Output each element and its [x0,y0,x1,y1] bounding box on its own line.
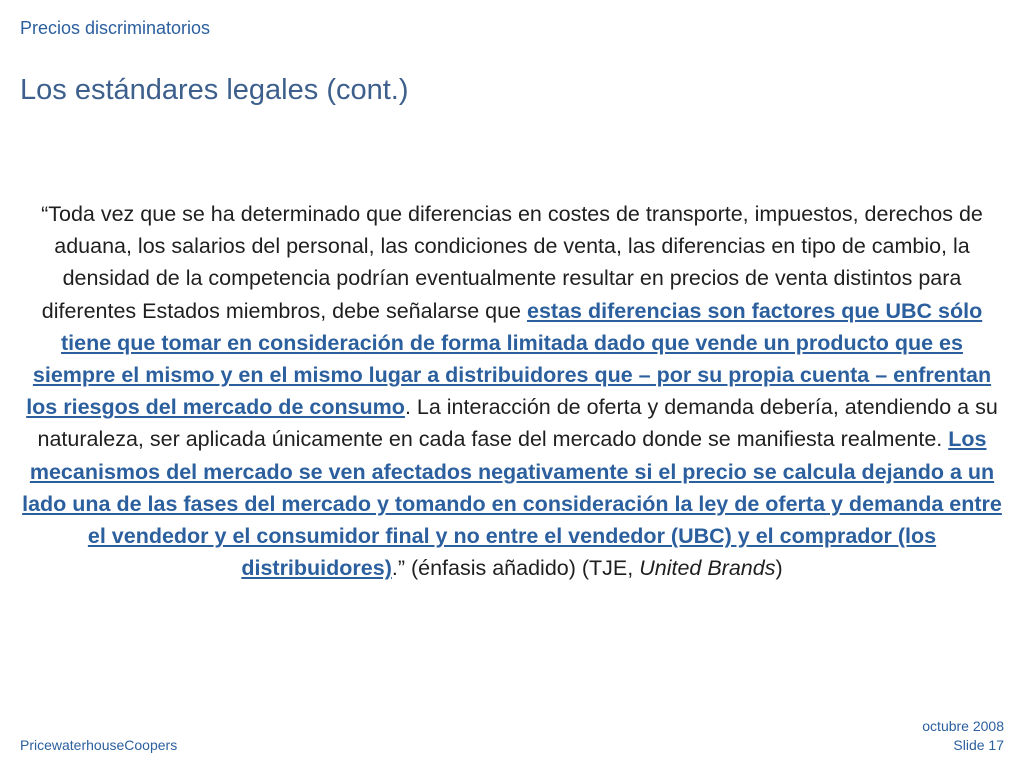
case-name: United Brands [639,556,776,581]
footer-company: PricewaterhouseCoopers [20,737,178,753]
footer-meta [922,717,1004,755]
slide-title: Los estándares legales (cont.) [20,74,409,106]
quote-text-1: “Toda vez que se ha determinado que diferencias en costes de transporte, impuestos, derechos de aduana, los salarios del personal, las condiciones de venta, las diferencias en tipo de cambio, la densidad de la competencia podrían eventualmente resultar en precios de venta distintos para diferentes Estados miembros, debe señalarse que [41,202,983,323]
quote-block [20,198,1004,584]
quote-emphasis-2: Los mecanismos del mercado se ven afectados negativamente si el precio se calcula dejando a un lado una de las fases del mercado y tomando en consideración la ley de oferta y demanda entre el vendedor y el consumidor final y no entre el vendedor (UBC) y el comprador (los distribuidores) [22,427,1002,581]
quote-emphasis-1: estas diferencias son factores que UBC sólo tiene que tomar en consideración de forma limitada dado que vende un producto que es siempre el mismo y en el mismo lugar a distribuidores que – por su propia cuenta – enfrentan los riesgos del mercado de consumo [26,298,992,420]
footer-date: octubre 2008 [922,718,1004,734]
footer-slide-number: Slide 17 [953,737,1004,753]
quote-text-2: . La interacción de oferta y demanda debería, atendiendo a su naturaleza, ser aplicada únicamente en cada fase del mercado donde se manifiesta realmente. [37,395,998,452]
quote-text-3: .” (énfasis añadido) (TJE, [391,556,640,581]
section-title: Precios discriminatorios [20,18,211,38]
quote-text-4: ) [775,556,783,581]
